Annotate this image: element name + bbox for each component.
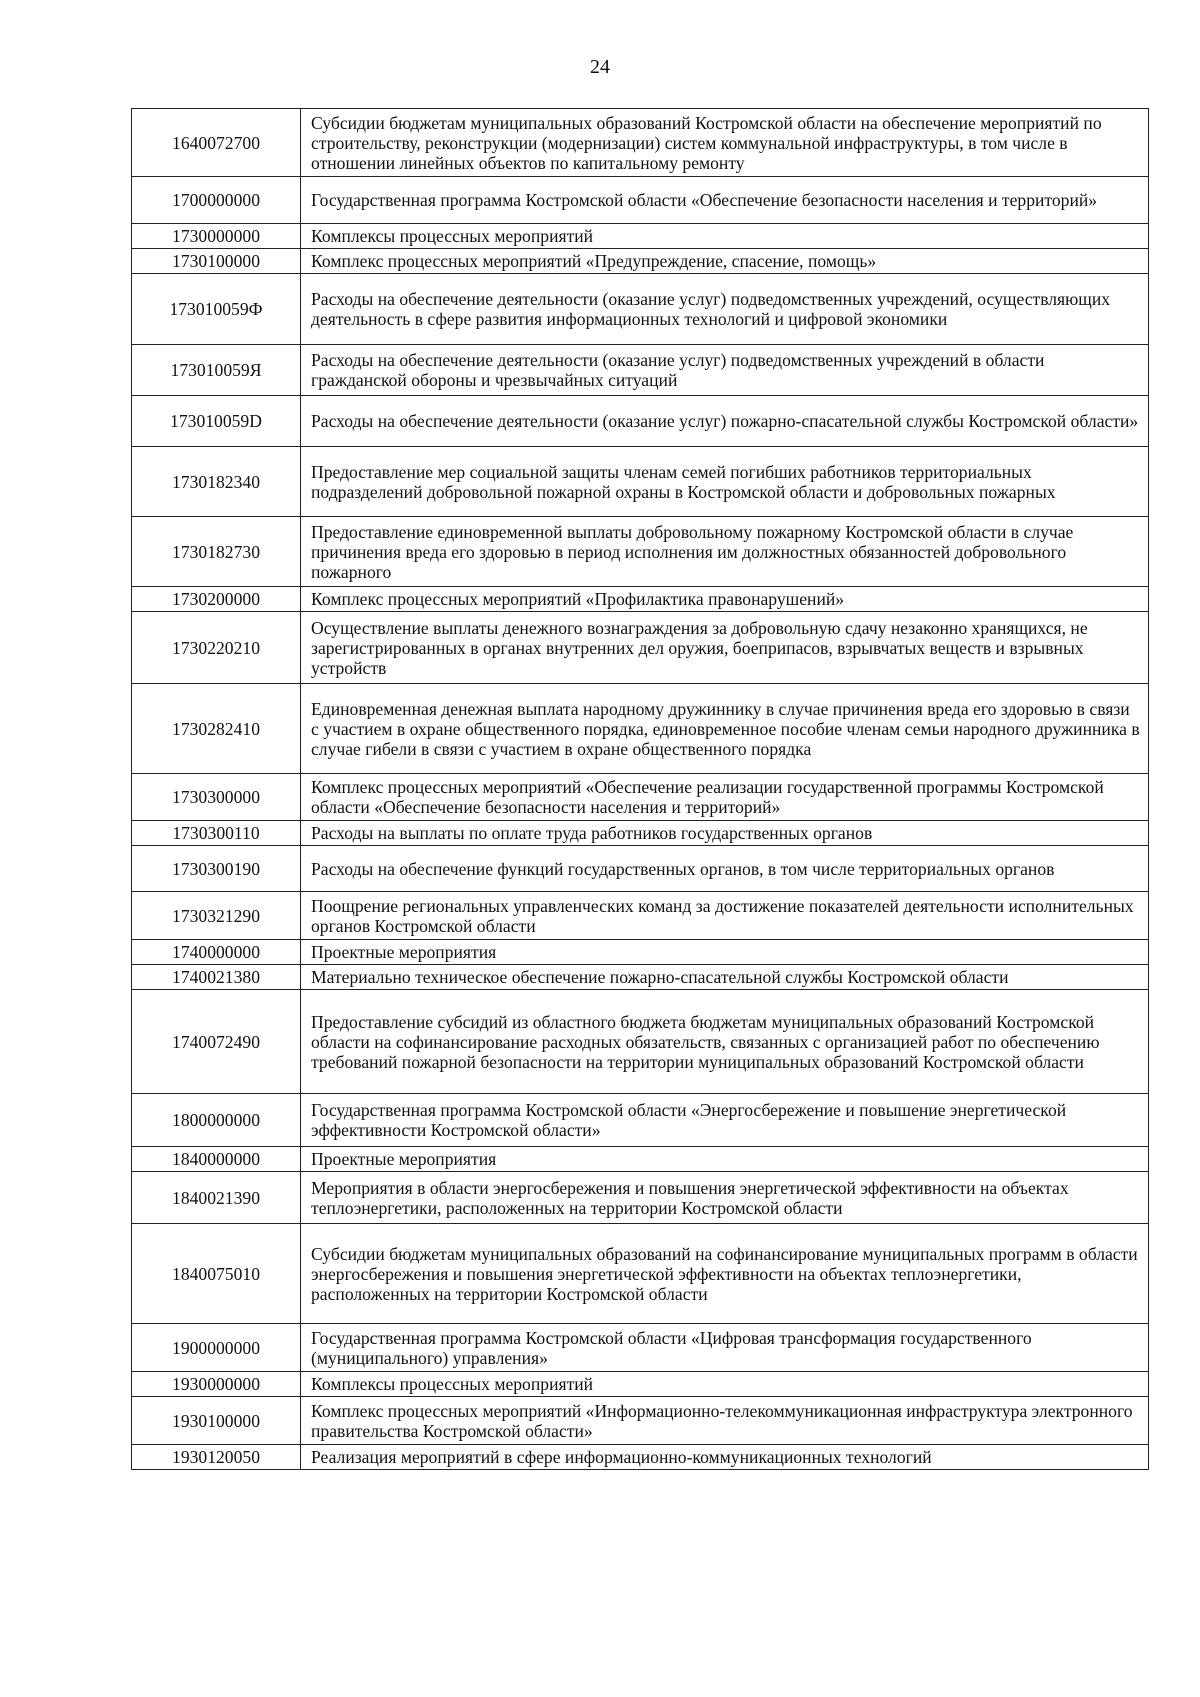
row-description: Государственная программа Костромской области «Цифровая трансформация государственного (муниципального) управления»: [301, 1324, 1149, 1372]
row-code: 1730182730: [132, 517, 301, 587]
row-code: 173010059Ф: [132, 274, 301, 345]
row-description: Реализация мероприятий в сфере информационно-коммуникационных технологий: [301, 1445, 1149, 1470]
row-code: 1740000000: [132, 940, 301, 965]
table-row: [132, 1147, 1149, 1172]
row-code: 1730200000: [132, 587, 301, 612]
row-code: 1730300110: [132, 821, 301, 846]
table-row: [132, 1172, 1149, 1224]
table-row: [132, 1094, 1149, 1147]
row-description: Проектные мероприятия: [301, 1147, 1149, 1172]
row-description: Комплексы процессных мероприятий: [301, 1372, 1149, 1397]
row-code: 1840075010: [132, 1224, 301, 1324]
row-description: Субсидии бюджетам муниципальных образований Костромской области на обеспечение мероприятий по строительству, реконструкции (модернизации) систем коммунальной инфраструктуры, в том числе в отношении линейных объектов по капитальному ремонту: [301, 109, 1149, 177]
row-description: Расходы на обеспечение деятельности (оказание услуг) пожарно-спасательной службы Костромской области»: [301, 396, 1149, 447]
row-code: 1840000000: [132, 1147, 301, 1172]
row-description: Комплексы процессных мероприятий: [301, 224, 1149, 249]
row-description: Предоставление единовременной выплаты добровольному пожарному Костромской области в случае причинения вреда его здоровью в период исполнения им должностных обязанностей добровольного пожарного: [301, 517, 1149, 587]
row-code: 1930000000: [132, 1372, 301, 1397]
table-row: [132, 821, 1149, 846]
row-code: 1840021390: [132, 1172, 301, 1224]
row-description: Комплекс процессных мероприятий «Предупреждение, спасение, помощь»: [301, 249, 1149, 274]
row-code: 1930100000: [132, 1397, 301, 1445]
table-row: [132, 892, 1149, 940]
table-row: [132, 274, 1149, 345]
budget-codes-table: [131, 108, 1149, 1470]
table-row: [132, 1397, 1149, 1445]
row-description: Осуществление выплаты денежного вознаграждения за добровольную сдачу незаконно хранящихся, не зарегистрированных в органах внутренних дел оружия, боеприпасов, взрывчатых веществ и взрывных устройств: [301, 612, 1149, 684]
row-description: Расходы на обеспечение деятельности (оказание услуг) подведомственных учреждений в области гражданской обороны и чрезвычайных ситуаций: [301, 345, 1149, 396]
table-row: [132, 684, 1149, 774]
row-description: Предоставление мер социальной защиты членам семей погибших работников территориальных подразделений добровольной пожарной охраны в Костромской области и добровольных пожарных: [301, 447, 1149, 517]
table-row: [132, 517, 1149, 587]
table-row: [132, 1324, 1149, 1372]
table-row: [132, 846, 1149, 892]
row-description: Субсидии бюджетам муниципальных образований на софинансирование муниципальных программ в области энергосбережения и повышения энергетической эффективности на объектах теплоэнергетики, расположенных на территории Костромской области: [301, 1224, 1149, 1324]
table-row: [132, 396, 1149, 447]
row-description: Государственная программа Костромской области «Обеспечение безопасности населения и территорий»: [301, 177, 1149, 224]
row-code: 1740072490: [132, 990, 301, 1094]
row-description: Единовременная денежная выплата народному дружиннику в случае причинения вреда его здоровью в связи с участием в охране общественного порядка, единовременное пособие членам семьи народного дружинника в случае гибели в связи с участием в охране общественного порядка: [301, 684, 1149, 774]
table-row: [132, 109, 1149, 177]
table-row: [132, 612, 1149, 684]
table-row: [132, 177, 1149, 224]
row-code: 1730220210: [132, 612, 301, 684]
row-code: 173010059D: [132, 396, 301, 447]
table-row: [132, 249, 1149, 274]
row-description: Расходы на обеспечение функций государственных органов, в том числе территориальных органов: [301, 846, 1149, 892]
row-code: 1730300190: [132, 846, 301, 892]
row-code: 1730321290: [132, 892, 301, 940]
row-description: Предоставление субсидий из областного бюджета бюджетам муниципальных образований Костромской области на софинансирование расходных обязательств, связанных с организацией работ по обеспечению требований пожарной безопасности на территории муниципальных образований Костромской области: [301, 990, 1149, 1094]
row-code: 1800000000: [132, 1094, 301, 1147]
row-description: Комплекс процессных мероприятий «Информационно-телекоммуникационная инфраструктура электронного правительства Костромской области»: [301, 1397, 1149, 1445]
row-description: Комплекс процессных мероприятий «Профилактика правонарушений»: [301, 587, 1149, 612]
row-code: 1730282410: [132, 684, 301, 774]
row-description: Государственная программа Костромской области «Энергосбережение и повышение энергетической эффективности Костромской области»: [301, 1094, 1149, 1147]
table-body: [132, 109, 1149, 1470]
row-description: Комплекс процессных мероприятий «Обеспечение реализации государственной программы Костромской области «Обеспечение безопасности населения и территорий»: [301, 774, 1149, 821]
table-row: [132, 1224, 1149, 1324]
table-row: [132, 224, 1149, 249]
row-code: 1730300000: [132, 774, 301, 821]
row-description: Проектные мероприятия: [301, 940, 1149, 965]
row-description: Расходы на обеспечение деятельности (оказание услуг) подведомственных учреждений, осуществляющих деятельность в сфере развития информационных технологий и цифровой экономики: [301, 274, 1149, 345]
row-code: 1700000000: [132, 177, 301, 224]
row-code: 1730000000: [132, 224, 301, 249]
row-description: Расходы на выплаты по оплате труда работников государственных органов: [301, 821, 1149, 846]
table-row: [132, 990, 1149, 1094]
row-code: 1740021380: [132, 965, 301, 990]
table-row: [132, 447, 1149, 517]
page-number: 24: [590, 56, 610, 78]
table-row: [132, 1372, 1149, 1397]
table-row: [132, 940, 1149, 965]
table-row: [132, 345, 1149, 396]
row-code: 1730100000: [132, 249, 301, 274]
row-code: 1640072700: [132, 109, 301, 177]
row-code: 1930120050: [132, 1445, 301, 1470]
row-description: Мероприятия в области энергосбережения и повышения энергетической эффективности на объектах теплоэнергетики, расположенных на территории Костромской области: [301, 1172, 1149, 1224]
table-row: [132, 1445, 1149, 1470]
row-description: Материально техническое обеспечение пожарно-спасательной службы Костромской области: [301, 965, 1149, 990]
table-row: [132, 587, 1149, 612]
table-row: [132, 774, 1149, 821]
row-code: 1730182340: [132, 447, 301, 517]
row-description: Поощрение региональных управленческих команд за достижение показателей деятельности исполнительных органов Костромской области: [301, 892, 1149, 940]
row-code: 1900000000: [132, 1324, 301, 1372]
table-row: [132, 965, 1149, 990]
row-code: 173010059Я: [132, 345, 301, 396]
